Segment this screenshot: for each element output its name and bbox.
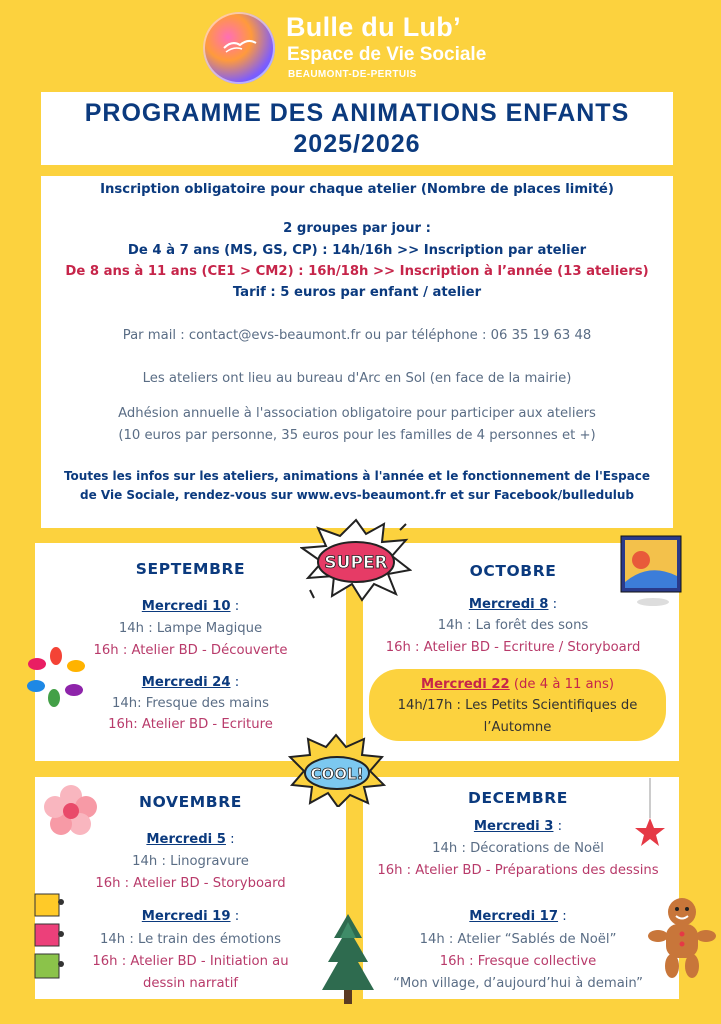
inscription-text: Inscription obligatoire pour chaque atelier (Nombre de places limité) — [100, 182, 614, 197]
date-label: Mercredi 19 — [141, 909, 231, 924]
activity-14h: 14h : Linogravure — [132, 854, 249, 869]
gingerbread-icon — [648, 896, 716, 980]
activity-14h: 14h : Le train des émotions — [100, 932, 281, 947]
group-2-text: De 8 ans à 11 ans (CE1 > CM2) : 16h/18h >> Inscription à l’année (13 ateliers) — [65, 264, 649, 279]
activity-14h: 14h : Lampe Magique — [118, 621, 263, 636]
brand-subtitle: Espace de Vie Sociale — [287, 44, 487, 65]
info-box — [41, 176, 673, 528]
date-label: Mercredi 8 — [468, 597, 549, 612]
page-title: PROGRAMME DES ANIMATIONS ENFANTS — [84, 99, 630, 127]
activity-16h: 16h : Fresque collective — [439, 954, 597, 969]
date-label: Mercredi 24 — [141, 675, 231, 690]
activity-16h: 16h : Atelier BD - Ecriture / Storyboard — [385, 640, 641, 655]
hanging-star-icon — [634, 778, 666, 848]
toy-train-icon — [33, 890, 65, 986]
more-info-text-2: de Vie Sociale, rendez-vous sur www.evs-beaumont.fr et sur Facebook/bulledulub — [79, 488, 634, 502]
special-event-date-line — [369, 677, 666, 692]
activity-16h: 16h : Atelier BD - Initiation au — [92, 954, 289, 969]
activity-14h: 14h : Atelier “Sablés de Noël” — [419, 932, 617, 947]
month-title: SEPTEMBRE — [135, 560, 246, 578]
painting-picture-icon — [619, 532, 685, 610]
activity-16h: 16h : Atelier BD - Découverte — [93, 643, 288, 658]
activity-16h: 16h : Atelier BD - Storyboard — [95, 876, 286, 891]
hands-logo-icon — [222, 34, 258, 56]
date-line: Mercredi 3 : — [473, 819, 563, 834]
special-event-line2: l’Automne — [483, 720, 552, 735]
page-title-box — [41, 92, 673, 165]
cool-sticker-icon — [288, 733, 386, 807]
super-sticker-text: SUPER — [324, 553, 388, 573]
month-box-decembre — [363, 777, 679, 999]
more-info-text-1: Toutes les infos sur les ateliers, animations à l'année et le fonctionnement de l'Espace — [63, 469, 651, 483]
date-line: Mercredi 8 : — [468, 597, 558, 612]
date-line: Mercredi 17 : — [469, 909, 567, 924]
tarif-text: Tarif : 5 euros par enfant / atelier — [232, 285, 482, 300]
date-line: Mercredi 19 : — [141, 909, 240, 924]
month-title: DECEMBRE — [468, 789, 568, 807]
activity-14h: 14h : La forêt des sons — [437, 618, 589, 633]
date-line: Mercredi 5 : — [146, 832, 235, 847]
super-sticker-icon — [300, 518, 412, 602]
activity-14h: 14h : Décorations de Noël — [432, 841, 604, 856]
adhesion-text-1: Adhésion annuelle à l'association obligatoire pour participer aux ateliers — [118, 406, 596, 421]
christmas-tree-icon — [316, 912, 380, 1012]
date-line: Mercredi 24 : — [141, 675, 240, 690]
page-year: 2025/2026 — [293, 130, 421, 158]
special-event-line1: 14h/17h : Les Petits Scientifiques de — [397, 698, 638, 713]
date-line: Mercredi 10 : — [141, 599, 240, 614]
activity-16h: 16h: Atelier BD - Ecriture — [108, 717, 273, 732]
date-label: Mercredi 22 — [420, 677, 510, 692]
groups-heading: 2 groupes par jour : — [283, 221, 431, 236]
activity-16h: 16h : Atelier BD - Préparations des dessins — [377, 863, 659, 878]
date-label: Mercredi 10 — [141, 599, 231, 614]
age-range: (de 4 à 11 ans) — [509, 677, 615, 692]
cool-sticker-text: COOL! — [310, 765, 364, 783]
activity-16h-cont: dessin narratif — [142, 976, 239, 991]
contact-text: Par mail : contact@evs-beaumont.fr ou par téléphone : 06 35 19 63 48 — [122, 328, 592, 343]
activity-16h-cont: “Mon village, d’aujourd’hui à demain” — [393, 976, 643, 991]
group-1-text: De 4 à 7 ans (MS, GS, CP) : 14h/16h >> Inscription par atelier — [127, 243, 587, 258]
colorful-hands-icon — [24, 646, 88, 708]
month-title: NOVEMBRE — [139, 793, 242, 811]
month-title: OCTOBRE — [469, 562, 557, 580]
brand-title: Bulle du Lub’ — [286, 12, 461, 42]
date-label: Mercredi 17 — [469, 909, 559, 924]
flower-icon — [42, 782, 100, 838]
location-text: Les ateliers ont lieu au bureau d'Arc en Sol (en face de la mairie) — [142, 371, 572, 386]
adhesion-text-2: (10 euros par personne, 35 euros pour les familles de 4 personnes et +) — [118, 428, 596, 443]
brand-city: BEAUMONT-DE-PERTUIS — [288, 69, 417, 80]
date-label: Mercredi 3 — [473, 819, 554, 834]
activity-14h: 14h: Fresque des mains — [112, 696, 269, 711]
date-label: Mercredi 5 — [146, 832, 226, 847]
